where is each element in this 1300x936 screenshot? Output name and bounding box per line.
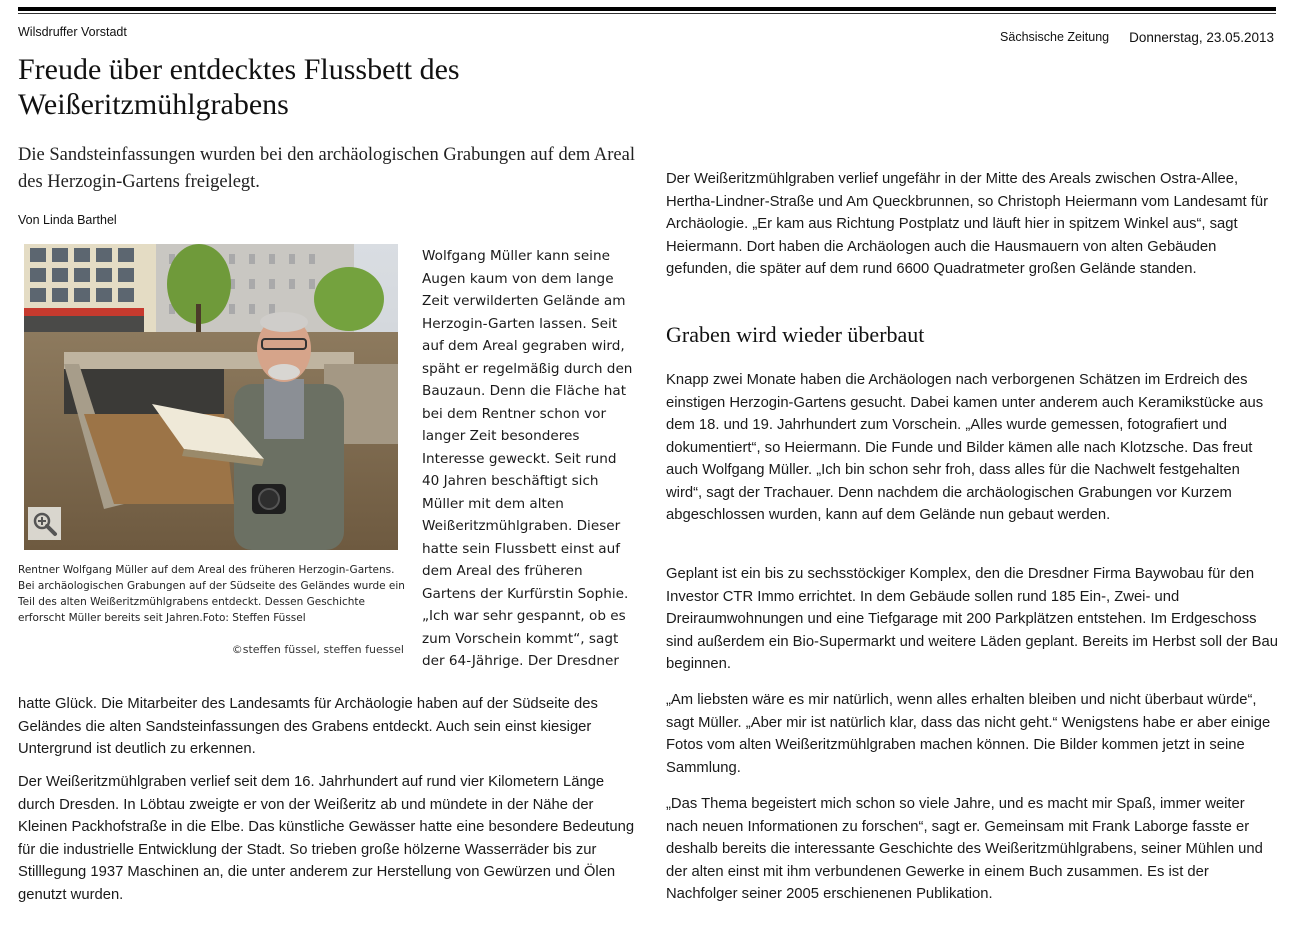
article-paragraph: Geplant ist ein bis zu sechsstöckiger Komplex, den die Dresdner Firma Baywobau für den Investor CTR Immo errichtet. In dem Gebäude sollen rund 185 Ein-, Zwei- und Dreiraumwohnungen und eine Tiefgarage mit 200 Parkplätzen entstehen. Im Erdgeschoss sind außerdem ein Bio-Supermarkt und weitere Läden geplant. Bereits im Herbst soll der Bau beginnen. [666,566,1278,672]
article-photo[interactable] [24,244,398,550]
header-rule-thick [18,7,1276,11]
article-paragraph: „Das Thema begeistert mich schon so viele Jahre, und es macht mir Spaß, immer weiter nach neuen Informationen zu forschen“, sagt er. Gemeinsam mit Frank Laborge fasste er deshalb bereits die interessante Geschichte des Weißeritzmühlgrabens, seiner Mühlen und der alten einst mit ihm verbundenen Gewerke in einem Buch zusammen. Es ist der Nachfolger seiner 2005 erschienenen Publikation. [666,796,1263,902]
masthead [1000,30,1274,45]
publication-date: Donnerstag, 23.05.2013 [1129,30,1274,45]
publication-name: Sächsische Zeitung [1000,30,1110,44]
photo-zoom-button[interactable] [28,507,61,540]
article-paragraph: hatte Glück. Die Mitarbeiter des Landesamts für Archäologie haben auf der Südseite des Geländes die alten Sandsteinfassungen des Grabens entdeckt. Auch sein einst kiesiger Untergrund ist deutlich zu erkennen. [18,696,598,757]
section-kicker: Wilsdruffer Vorstadt [18,25,127,39]
article-subheadline: Die Sandsteinfassungen wurden bei den archäologischen Grabungen auf dem Areal des Herzogin-Gartens freigelegt. [18,145,635,192]
article-subheading: Graben wird wieder überbaut [666,322,925,347]
magnifier-plus-icon [32,511,58,537]
article-paragraph: Knapp zwei Monate haben die Archäologen nach verborgenen Schätzen im Erdreich des einstigen Herzogin-Gartens gesucht. Dabei kamen unter anderem auch Keramikstücke aus dem 18. und 19. Jahrhundert zum Vorschein. „Alles wurde gemessen, fotografiert und dokumentiert“, so Heiermann. Die Funde und Bilder kämen alle nach Klotzsche. Das freut auch Wolfgang Müller. „Ich bin schon sehr froh, dass alles für die Nachwelt festgehalten wird“, sagt der Trachauer. Denn nachdem die archäologischen Grabungen vor Kurzem abgeschlossen wurden, kann auf dem Gelände nun gebaut werden. [666,372,1264,523]
photo-credit: ©steffen füssel, steffen fuessel [231,643,404,656]
byline: Von Linda Barthel [18,213,117,227]
photo-caption: Rentner Wolfgang Müller auf dem Areal des früheren Herzogin-Gartens. Bei archäologischen Grabungen auf der Südseite des Geländes wurde ein Teil des alten Weißeritzmühlgrabens entdeckt. Dessen Geschichte erforscht Müller bereits seit Jahren.Foto: Steffen Füssel [18,564,405,624]
article-headline: Freude über entdecktes Flussbett des Weißeritzmühlgrabens [18,53,460,121]
article-intro-column: Wolfgang Müller kann seine Augen kaum von dem lange Zeit verwilderten Gelände am Herzogin-Garten lassen. Seit auf dem Areal gegraben wird, späht er regelmäßig durch den Bauzaun. Denn die Fläche hat bei dem Rentner schon vor langer Zeit besonderes Interesse geweckt. Seit rund 40 Jahren beschäftigt sich Müller mit dem alten Weißeritzmühlgraben. Dieser hatte sein Flussbett einst auf dem Areal des früheren Gartens der Kurfürstin Sophie. „Ich war sehr gespannt, ob es zum Vorschein kommt“, sagt der 64-Jährige. Der Dresdner [422,248,633,669]
article-paragraph: „Am liebsten wäre es mir natürlich, wenn alles erhalten bleiben und nicht überbaut würde“, sagt Müller. „Aber mir ist natürlich klar, dass das nicht geht.“ Wenigstens habe er aber einige Fotos vom alten Weißeritzmühlgraben machen können. Die Bilder kommen jetzt in seine Sammlung. [666,692,1271,776]
photo-illustration [24,244,398,550]
header-rule-thin [18,13,1276,14]
article-paragraph: Der Weißeritzmühlgraben verlief seit dem 16. Jahrhundert auf rund vier Kilometern Länge durch Dresden. In Löbtau zweigte er von der Weißeritz ab und mündete in der Nähe der Kleinen Packhofstraße in die Elbe. Das künstliche Gewässer hatte eine besondere Bedeutung für die industrielle Entwicklung der Stadt. So trieben große hölzerne Wasserräder bis zur Stilllegung 1937 Maschinen an, die unter anderem zur Herstellung von Gewürzen und Ölen genutzt wurden. [18,774,635,903]
article-paragraph: Der Weißeritzmühlgraben verlief ungefähr in der Mitte des Areals zwischen Ostra-Allee, Hertha-Lindner-Straße und Am Queckbrunnen, so Christoph Heiermann vom Landesamt für Archäologie. „Er kam aus Richtung Postplatz und läuft hier in spitzem Winkel aus“, sagt Heiermann. Dort haben die Archäologen auch die Hausmauern von alten Gebäuden gefunden, die später auf dem rund 6600 Quadratmeter großen Gelände standen. [666,171,1269,277]
